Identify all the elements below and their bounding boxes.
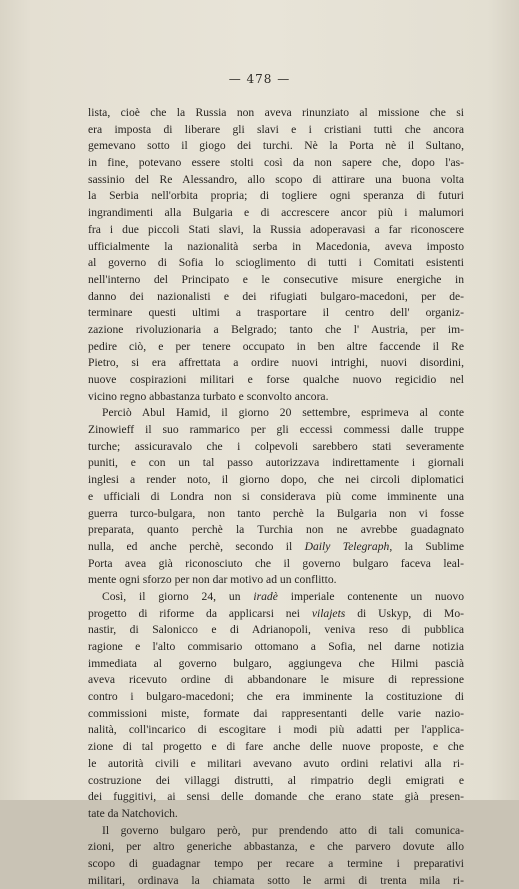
text-line: nuove cospirazioni militari e forse qualche nuovo regicidio nel — [88, 373, 464, 386]
text-line: progetto di riforme da applicarsi nei vilajets di Uskyp, di Mo- — [88, 606, 464, 620]
text-line: vicino regno abbastanza turbato e sconvolto ancora. — [88, 389, 329, 403]
text-line: la Serbia nell'orbita propria; di togliere ogni speranza di futuri — [88, 189, 464, 203]
italic-term: Daily Telegraph — [304, 539, 390, 553]
text-line: militari, ordinava la chiamata sotto le armi di trenta mila ri- — [88, 873, 464, 887]
text-line: ufficialmente la nazionalità serba in Macedonia, aveva imposto — [88, 239, 464, 253]
text-line: preparata, quanto perchè la Turchia non ne avrebbe guadagnato — [88, 523, 464, 537]
text-line: inglesi a render noto, il giorno dopo, che nei circoli diplomatici — [88, 473, 464, 487]
text-line: nastir, di Salonicco e di Adrianopoli, veniva reso di pubblica — [88, 623, 464, 637]
text-line: danno dei nazionalisti e dei rifugiati bulgaro-macedoni, per de- — [88, 289, 464, 303]
text-line: Il governo bulgaro però, pur prendendo atto di tali comunica- — [102, 823, 464, 837]
text-line: commissioni miste, formate dai rappresentanti delle varie nazio- — [88, 706, 464, 720]
text-line: immediata al governo bulgaro, aggiungeva che Hilmi pascià — [88, 656, 464, 670]
text-line: Perciò Abul Hamid, il giorno 20 settembre, esprimeva al conte — [102, 406, 464, 420]
text-line: ragione e l'alto commisario ottomano a Sofia, nel darne notizia — [88, 640, 464, 653]
text-line: zioni, per altro generiche abbastanza, e che parvero dovute allo — [88, 840, 464, 854]
text-line: gemevano sotto il giogo dei turchi. Nè la Porta nè il Sultano, — [88, 139, 464, 153]
italic-term: iradè — [253, 589, 278, 603]
text-line: nulla, ed anche perchè, secondo il Daily Telegraph, la Sublime — [88, 539, 464, 553]
text-line: era imposta di liberare gli slavi e i cristiani tutti che ancora — [88, 122, 464, 136]
text-line: lista, cioè che la Russia non aveva rinunziato al missione che si — [88, 106, 464, 119]
text-line: ingrandimenti alla Bulgaria e di accrescere ancor più i malumori — [88, 206, 464, 220]
text-line: terminare questi ultimi a trasportare il centro dell' organiz- — [88, 306, 464, 320]
text-line: sassinio del Re Alessandro, allo scopo di attirare una buona volta — [88, 172, 464, 186]
text-line: costruzione dei villaggi distrutti, al rimpatrio degli emigrati e — [88, 773, 464, 787]
text-line: dei fuggitivi, ai sensi delle domande che erano state già presen- — [88, 790, 464, 804]
text-line: mente ogni sforzo per non dar motivo ad un conflitto. — [88, 573, 337, 587]
text-line: al governo di Sofia lo scioglimento di tutti i Comitati esistenti — [88, 256, 464, 270]
text-line: tate da Natchovich. — [88, 806, 178, 820]
text-line: le autorità civili e militari avevano avuto ordini relativi alla ri- — [88, 756, 464, 770]
text-line: Porta avea già riconosciuto che il governo bulgaro faceva leal- — [88, 556, 464, 570]
text-line: pedire ciò, e per tenere occupato in ben altre faccende il Re — [88, 339, 464, 353]
page-number: — 478 — — [228, 72, 291, 86]
text-line: scopo di guadagnar tempo per recare a termine i preparativi — [88, 856, 464, 870]
text-line: puniti, e con un tal passo autorizzava indirettamente i giornali — [88, 456, 464, 470]
text-line: zazione rivoluzionaria a Belgrado; tanto che l' Austria, per im- — [88, 322, 464, 336]
text-line: fra i due piccoli Stati slavi, la Russia adoperavasi a far riconoscere — [88, 222, 464, 236]
text-line: contro i bulgaro-macedoni; che era imminente la costituzione di — [88, 690, 464, 704]
text-line: Così, il giorno 24, un iradè imperiale contenente un nuovo — [102, 589, 464, 603]
text-line: nell'interno del Principato e le consecutive misure energiche in — [88, 272, 464, 286]
italic-term: vilajets — [311, 606, 346, 620]
text-line: Pietro, si era affrettata a ordire nuovi intrighi, nuovi disordini, — [88, 356, 464, 370]
text-line: nalità, coll'incarico di escogitare i modi più adatti per l'applica- — [88, 723, 464, 737]
text-line: in fine, potevano essere stolti così da non sapere che, dopo l'as- — [88, 156, 464, 170]
text-line: e ufficiali di Londra non si considerava più come imminente una — [88, 489, 464, 503]
body-text — [88, 105, 464, 889]
text-line: turche; assicuravalo che i colpevoli sarebbero stati severamente — [88, 439, 464, 453]
text-line: zione di tal progetto e di fare anche delle nuove proposte, e che — [88, 740, 464, 754]
text-line: aveva ricevuto ordine di abbandonare le misure di repressione — [88, 673, 464, 687]
text-line: Zinowieff il suo rammarico per gli eccessi commessi dalle truppe — [88, 423, 464, 437]
text-line: guerra turco-bulgara, non tanto perchè la Bulgaria non vi fosse — [88, 506, 464, 520]
